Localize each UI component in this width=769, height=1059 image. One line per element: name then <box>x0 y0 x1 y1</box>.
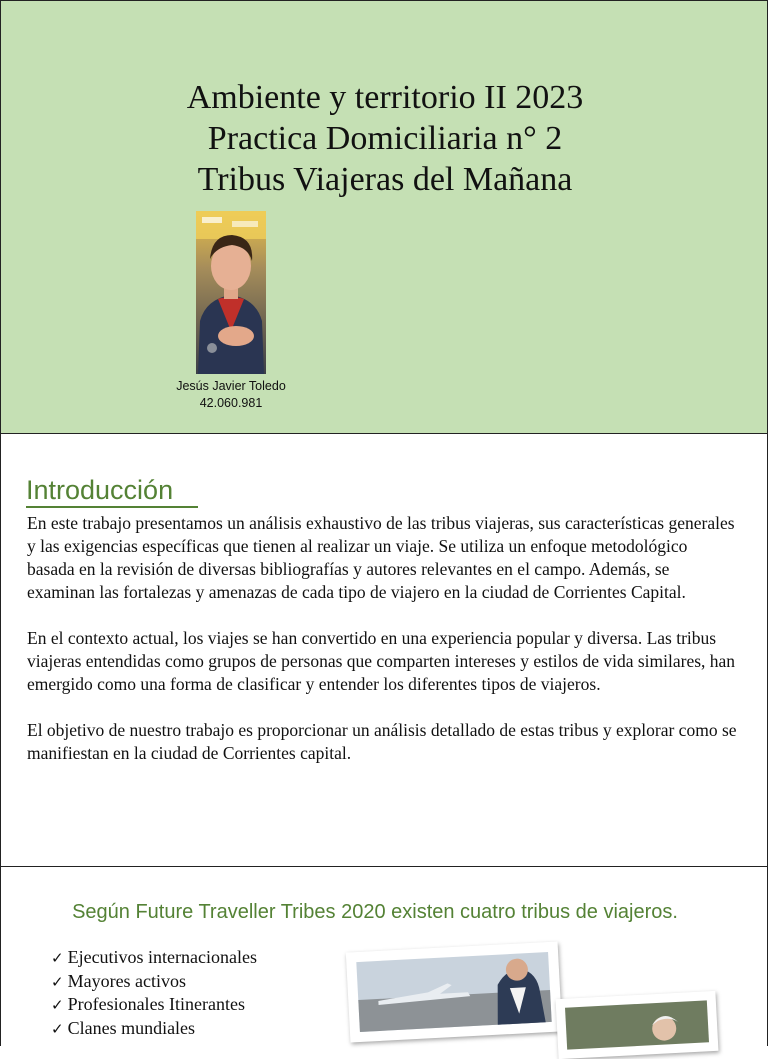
tribe-label: Profesionales Itinerantes <box>67 994 246 1014</box>
check-icon: ✓ <box>51 1019 64 1038</box>
check-icon: ✓ <box>51 972 64 991</box>
author-photo <box>196 211 266 374</box>
title-slide <box>0 0 768 434</box>
list-item <box>51 970 257 994</box>
tribe-list <box>51 946 257 1040</box>
heading-underline <box>26 506 198 508</box>
list-item <box>51 993 257 1017</box>
slide-title <box>1 77 769 200</box>
tribes-slide <box>0 866 768 1046</box>
intro-body <box>27 512 739 788</box>
intro-paragraph-1: En este trabajo presentamos un análisis exhaustivo de las tribus viajeras, sus características generales y las exigencias específicas que tienen al realizar un viaje. Se utiliza un enfoque metodológico basada en la revisión de diversas bibliografías y autores relevantes en el campo. Además, se examinan las fortalezas y amenazas de cada tipo de viajero en la ciudad de Corrientes Capital. <box>27 513 735 602</box>
title-line-3: Tribus Viajeras del Mañana <box>197 161 573 198</box>
tribe-label: Clanes mundiales <box>67 1017 196 1038</box>
seniors-image <box>565 1000 709 1049</box>
check-icon: ✓ <box>51 996 64 1014</box>
list-item <box>51 1017 257 1041</box>
intro-paragraph-2: En el contexto actual, los viajes se han convertido en una experiencia popular y diversa. Las tribus viajeras entendidas como grupos de personas que comparten intereses y estilos de vida similares, han emergido como una forma de clasificar y entender los diferentes tipos de viajeros. <box>27 628 736 694</box>
check-icon: ✓ <box>51 949 64 967</box>
airport-image <box>356 952 551 1032</box>
title-line-2: Practica Domiciliaria n° 2 <box>207 120 563 157</box>
introduction-slide <box>0 433 768 867</box>
intro-heading: Introducción <box>26 475 174 505</box>
portrait-image <box>196 211 266 374</box>
seniors-photo <box>556 991 719 1059</box>
executive-photo <box>346 942 562 1043</box>
intro-paragraph-3: El objetivo de nuestro trabajo es proporcionar un análisis detallado de estas tribus y explorar como se manifiestan en la ciudad de Corrientes capital. <box>27 720 737 763</box>
author-caption <box>131 378 331 412</box>
tribe-label: Ejecutivos internacionales <box>67 947 258 967</box>
tribe-label: Mayores activos <box>67 970 187 991</box>
title-line-1: Ambiente y territorio II 2023 <box>186 79 584 116</box>
list-item <box>51 946 257 970</box>
author-name: Jesús Javier Toledo <box>176 379 286 393</box>
tribes-heading: Según Future Traveller Tribes 2020 existen cuatro tribus de viajeros. <box>72 901 678 923</box>
author-id: 42.060.981 <box>199 396 263 410</box>
